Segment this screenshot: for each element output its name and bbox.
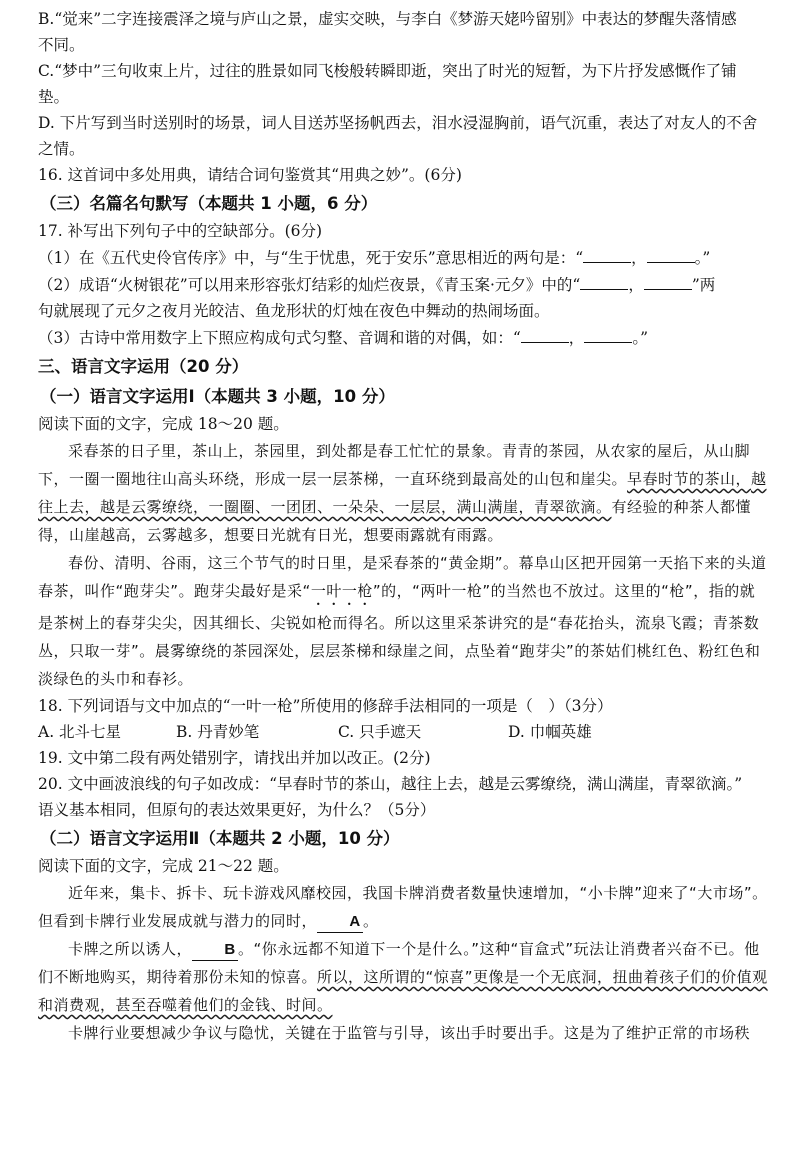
q17-1-end: 。”	[694, 249, 711, 267]
q15-option-b-line2: 不同。	[38, 36, 85, 54]
q17-3-comma: ，	[568, 329, 585, 347]
subsection-2-header: （二）语言文字运用Ⅱ（本题共 2 小题，10 分）	[40, 829, 400, 848]
section-3-famous-lines-header: （三）名篇名句默写（本题共 1 小题，6 分）	[40, 194, 378, 213]
q15-option-b-line1: B.“觉来”二字连接震泽之境与庐山之景，虚实交映，与李白《梦游天姥吟留别》中表达的梦醒失落情感	[38, 10, 737, 28]
q17-2-comma: ，	[628, 276, 644, 294]
p2-3-line1: 卡牌行业要想减少争议与隐忧，关键在于监管与引导，该出手时要出手。这是为了维护正常的市场秩	[68, 1024, 751, 1042]
question-17-item-1	[38, 244, 768, 271]
p2-1-line1: 近年来，集卡、拆卡、玩卡游戏风靡校园，我国卡牌消费者数量快速增加，“小卡牌”迎来了“大市场”。	[68, 884, 768, 902]
q17-3-text: （3）古诗中常用数字上下照应构成句式匀整、音调和谐的对偶，如：“	[38, 329, 521, 347]
question-17-item-2	[38, 271, 768, 324]
q15-option-c-line2: 垫。	[38, 88, 70, 106]
q17-1-blank-a[interactable]	[583, 244, 631, 263]
q15-option-b	[38, 6, 768, 58]
q17-3-blank-a[interactable]	[521, 324, 569, 343]
part-3-language-header: 三、语言文字运用（20 分）	[38, 357, 249, 376]
question-20	[38, 771, 768, 823]
subsection-2-intro: 阅读下面的文字，完成 21～22 题。	[38, 857, 289, 875]
q15-option-c-line1: C.“梦中”三句收束上片，过往的胜景如同飞梭般转瞬即逝，突出了时光的短暂，为下片抒发感慨作了铺	[38, 62, 737, 80]
q18-option-c[interactable]: C. 只手遮天	[338, 723, 422, 741]
question-16: 16. 这首词中多处用典，请结合词句鉴赏其“用典之妙”。(6分)	[38, 166, 462, 184]
question-18-stem: 18. 下列词语与文中加点的“一叶一枪”所使用的修辞手法相同的一项是（ ）（3分）	[38, 697, 613, 715]
q17-3-end: 。”	[632, 329, 648, 347]
p2-1-end: 。	[363, 912, 379, 930]
p2-1-line2: 但看到卡牌行业发展成就与潜力的同时，	[38, 912, 318, 930]
q15-option-d-line2: 之情。	[38, 140, 85, 158]
passage-1-paragraph-1	[38, 437, 768, 549]
p2-line1: 春份、清明、谷雨，这三个节气的时日里，是采春茶的“黄金期”。幕阜山区把开园第一天掐下来的头	[68, 554, 752, 572]
p1-wavy-sentence-part1: 早春时节的茶山，	[627, 470, 752, 488]
p2-line3: 指的就是茶树上的春芽尖尖，因其细长、尖锐如枪而得名。所以这里采茶讲究的是“春花抬头，流泉飞霞；	[38, 582, 756, 632]
q17-1-text: （1）在《五代史伶官传序》中，与“生于忧患，死于安乐”意思相近的两句是：“	[38, 249, 584, 267]
q15-option-d-line1: D. 下片写到当时送别时的场景，词人目送苏坚扬帆西去，泪水浸湿胸前，语气沉重，表达了对友人的不舍	[38, 114, 758, 132]
passage-1	[38, 437, 768, 693]
p2-2-line1-b: 。“你永远都不知道下一个是什么。”这种“盲盒式”玩法让消费者兴奋不已。	[238, 940, 745, 958]
p1-wavy-sentence-part2: 越往上去，越是云雾缭绕，一圈圈、一团团、一朵朵、一层层，满山满崖，青翠欲滴。	[38, 470, 767, 516]
p2-line4: 青茶数丛，只取一芽”。晨雾缭绕的茶园深处，层层茶梯和绿崖之间，点坠着“跑芽尖”的茶姑们桃红色、	[38, 614, 760, 660]
question-17-stem: 17. 补写出下列句子中的空缺部分。(6分)	[38, 222, 323, 240]
passage-2	[38, 879, 768, 1047]
p2-2-wavy-part2: 价值观和消费观，甚至吞噬着他们的金钱、时间。	[38, 968, 768, 1014]
q15-option-d	[38, 110, 768, 162]
q17-2-blank-a[interactable]	[580, 271, 628, 290]
p1-line1: 采春茶的日子里，茶山上，茶园里，到处都是春工忙忙的景象。青青的茶园，从农家的屋后，从山脚	[68, 442, 751, 460]
q15-option-c	[38, 58, 768, 110]
blank-a[interactable]: A	[317, 912, 363, 933]
passage-2-paragraph-2	[38, 935, 768, 1019]
subsection-1-header: （一）语言文字运用Ⅰ（本题共 3 小题，10 分）	[40, 387, 395, 406]
passage-1-paragraph-2	[38, 549, 768, 693]
q17-2-end: ”两	[691, 276, 716, 294]
p2-2-wavy-part1: 所以，这所谓的“惊喜”更像是一个无底洞，扭曲着孩子们的	[317, 968, 722, 986]
q20-line2: 语义基本相同，但原句的表达效果更好，为什么？（5分）	[38, 801, 436, 819]
q18-option-d[interactable]: D. 巾帼英雄	[508, 723, 592, 741]
p1-line2: 下，一圈一圈地往山高头环绕，形成一层一层茶梯，一直环绕到最高处的山包和崖尖。	[38, 470, 628, 488]
blank-b[interactable]: B	[192, 940, 238, 961]
p2-2-line1-a: 卡牌之所以诱人，	[68, 940, 193, 958]
q17-1-comma: ，	[631, 249, 647, 267]
question-18-options	[38, 719, 768, 745]
question-17-item-3	[38, 324, 768, 351]
subsection-1-intro: 阅读下面的文字，完成 18～20 题。	[38, 415, 289, 433]
q17-2-line2: 句就展现了元夕之夜月光皎洁、鱼龙形状的灯烛在夜色中舞动的热闹场面。	[38, 302, 550, 320]
question-19: 19. 文中第二段有两处错别字，请找出并加以改正。(2分)	[38, 749, 431, 767]
p2-2-line2-a: 他们不断地购买，期待着那份未知的惊喜。	[38, 940, 760, 986]
passage-2-paragraph-1	[38, 879, 768, 935]
p2-line2-b: ”的，“两叶一枪”的当然也不放过。这里的“枪”，	[372, 582, 709, 600]
q18-option-b[interactable]: B. 丹青妙笔	[176, 723, 260, 741]
p2-dotted-term: 一叶一枪	[310, 582, 373, 600]
p1-line3-tail: 有经验的种茶人都	[611, 498, 736, 516]
q17-3-blank-b[interactable]	[584, 324, 632, 343]
passage-2-paragraph-3	[38, 1019, 768, 1047]
q18-option-a[interactable]: A. 北斗七星	[38, 723, 122, 741]
q17-2-blank-b[interactable]	[644, 271, 692, 290]
q20-line1: 20. 文中画波浪线的句子如改成：“早春时节的茶山，越往上去，越是云雾缭绕，满山满崖，青翠欲滴。”	[38, 775, 743, 793]
p2-line2-a: 道春茶，叫作“跑芽尖”。跑芽尖最好是采“	[38, 554, 767, 600]
p1-line4: 懂得，山崖越高，云雾越多，想要日光就有日光，想要雨露就有雨露。	[38, 498, 752, 544]
q17-2-text: （2）成语“火树银花”可以用来形容张灯结彩的灿烂夜景，《青玉案·元夕》中的“	[38, 276, 581, 294]
q17-1-blank-b[interactable]	[647, 244, 695, 263]
p2-line5: 粉红色和淡绿色的头巾和春衫。	[38, 642, 761, 688]
